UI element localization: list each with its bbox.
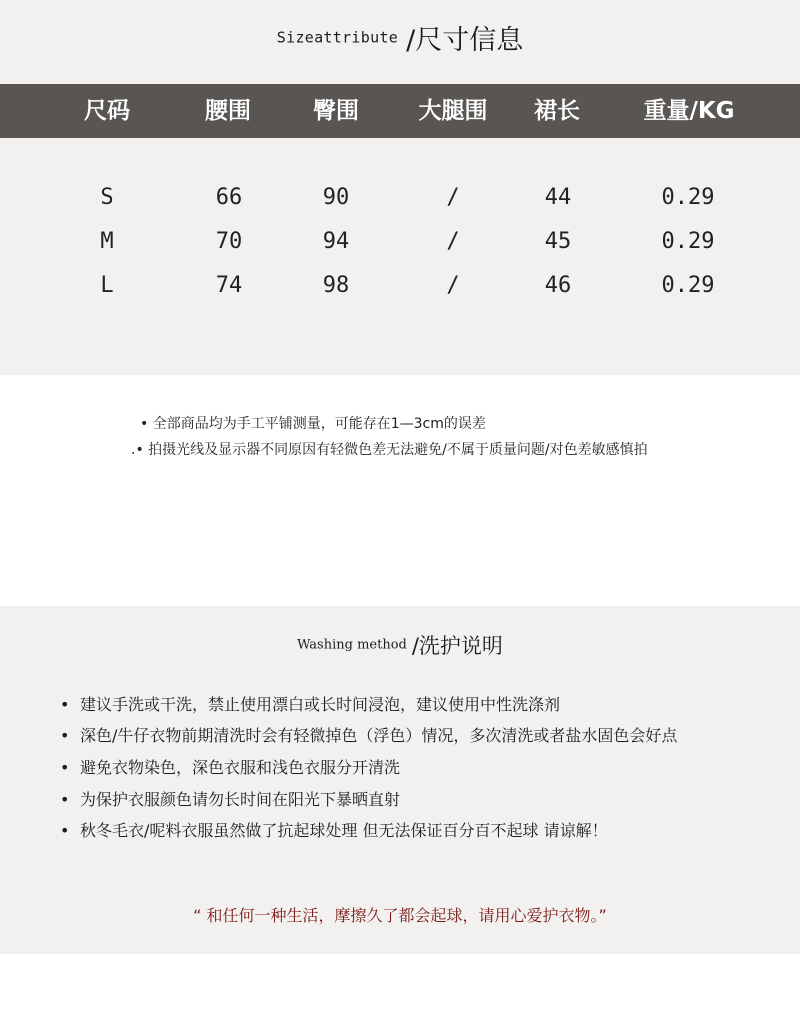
cell-size: S [100,185,114,210]
note-color-difference: .• 拍摄光线及显示器不同原因有轻微色差无法避免/不属于质量问题/对色差敏感慎拍 [131,442,648,458]
bullet: • [60,790,70,809]
bullet: • [60,695,70,714]
notes-section [0,375,800,606]
cell-hip: 98 [322,273,350,298]
list-item [60,757,400,779]
list-item-text: 秋冬毛衣/呢料衣服虽然做了抗起球处理 但无法保证百分百不起球 请谅解！ [80,821,608,840]
cell-skirt-length: 44 [544,185,572,210]
table-row [0,271,800,301]
cell-weight: 0.29 [661,273,715,298]
cell-weight: 0.29 [661,185,715,210]
list-item [60,820,608,842]
list-item-text: 避免衣物染色，深色衣服和浅色衣服分开清洗 [80,758,401,777]
header-weight: 重量/KG [643,98,735,124]
care-quote: “ 和任何一种生活，摩擦久了都会起球，请用心爱护衣物。” [193,906,607,925]
bottom-margin [0,954,800,1010]
cell-hip: 94 [322,229,350,254]
washing-title-en: Washing method [297,637,407,653]
washing-section [0,606,800,954]
cell-size: L [100,273,114,298]
washing-title [0,630,800,660]
cell-size: M [100,229,114,254]
header-hip: 臀围 [313,98,359,124]
size-title-cn: /尺寸信息 [406,25,524,56]
header-size: 尺码 [84,98,130,124]
header-skirt-length: 裙长 [534,98,580,124]
washing-title-cn: /洗护说明 [411,634,503,658]
size-table-header [0,84,800,138]
cell-weight: 0.29 [661,229,715,254]
note-measurement: • 全部商品均为手工平铺测量，可能存在1—3cm的误差 [140,416,486,432]
list-item [60,789,400,811]
cell-waist: 74 [215,273,243,298]
list-item-text: 为保护衣服颜色请勿长时间在阳光下暴晒直射 [80,790,401,809]
header-waist: 腰围 [205,98,251,124]
list-item-text: 建议手洗或干洗，禁止使用漂白或长时间浸泡，建议使用中性洗涤剂 [80,695,561,714]
table-row [0,227,800,257]
size-title-en: Sizeattribute [276,28,399,47]
table-row [0,183,800,213]
cell-waist: 70 [215,229,243,254]
cell-skirt-length: 46 [544,273,572,298]
header-thigh: 大腿围 [418,98,488,124]
bullet: • [60,758,70,777]
bullet: • [60,821,70,840]
cell-hip: 90 [322,185,350,210]
bullet: • [60,726,70,745]
cell-thigh: / [446,185,460,210]
cell-thigh: / [446,229,460,254]
size-section [0,0,800,375]
list-item [60,725,677,747]
list-item [60,694,560,716]
size-title [0,18,800,57]
cell-skirt-length: 45 [544,229,572,254]
cell-waist: 66 [215,185,243,210]
cell-thigh: / [446,273,460,298]
list-item-text: 深色/牛仔衣物前期清洗时会有轻微掉色（浮色）情况，多次清洗或者盐水固色会好点 [80,726,678,745]
